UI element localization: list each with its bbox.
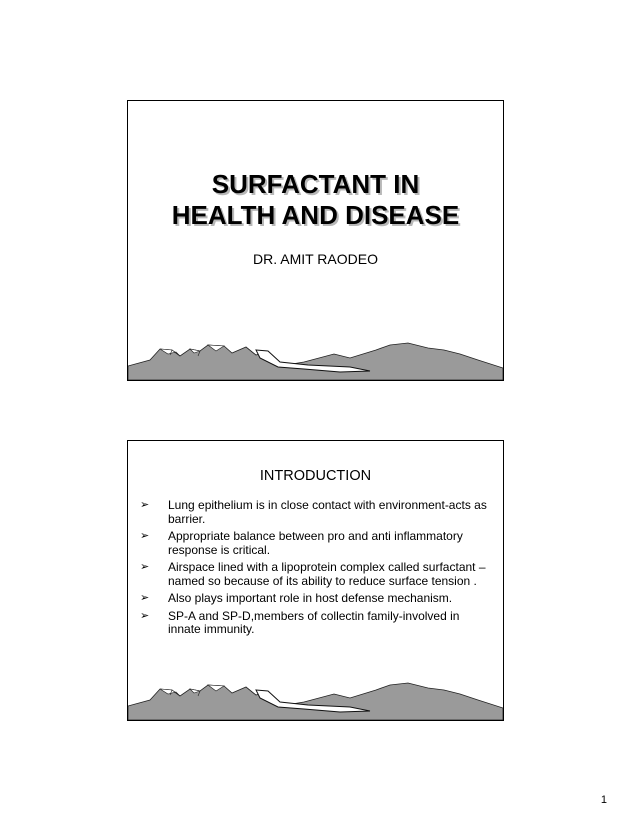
- slide-heading: INTRODUCTION: [259, 468, 372, 484]
- page-number: 1: [600, 794, 607, 806]
- arrow-bullet-icon: ➢: [140, 530, 150, 542]
- list-item: ➢ Also plays important role in host defense mechanism.: [140, 591, 453, 605]
- slide-author: DR. AMIT RAODEO: [253, 251, 378, 267]
- arrow-bullet-icon: ➢: [140, 499, 150, 511]
- arrow-bullet-icon: ➢: [140, 561, 150, 573]
- list-item: ➢ SP-A and SP-D,members of collectin family-involved in innate immunity.: [140, 608, 460, 636]
- arrow-bullet-icon: ➢: [140, 609, 150, 622]
- list-item: ➢ Lung epithelium is in close contact with environment-acts as barrier.: [140, 498, 487, 526]
- slide-title-heading: SURFACTANT IN HEALTH AND DISEASE: [171, 169, 460, 230]
- mountains-icon: [128, 320, 503, 380]
- bullet-list: [140, 499, 495, 641]
- list-item: ➢ Appropriate balance between pro and anti inflammatory response is critical.: [140, 529, 463, 557]
- slide-title: [127, 100, 504, 381]
- slide-introduction: [127, 440, 504, 721]
- mountains-icon: [128, 660, 503, 720]
- arrow-bullet-icon: ➢: [140, 592, 150, 604]
- list-item: ➢ Airspace lined with a lipoprotein complex called surfactant – named so because of its ability to reduce surface tension .: [140, 560, 486, 588]
